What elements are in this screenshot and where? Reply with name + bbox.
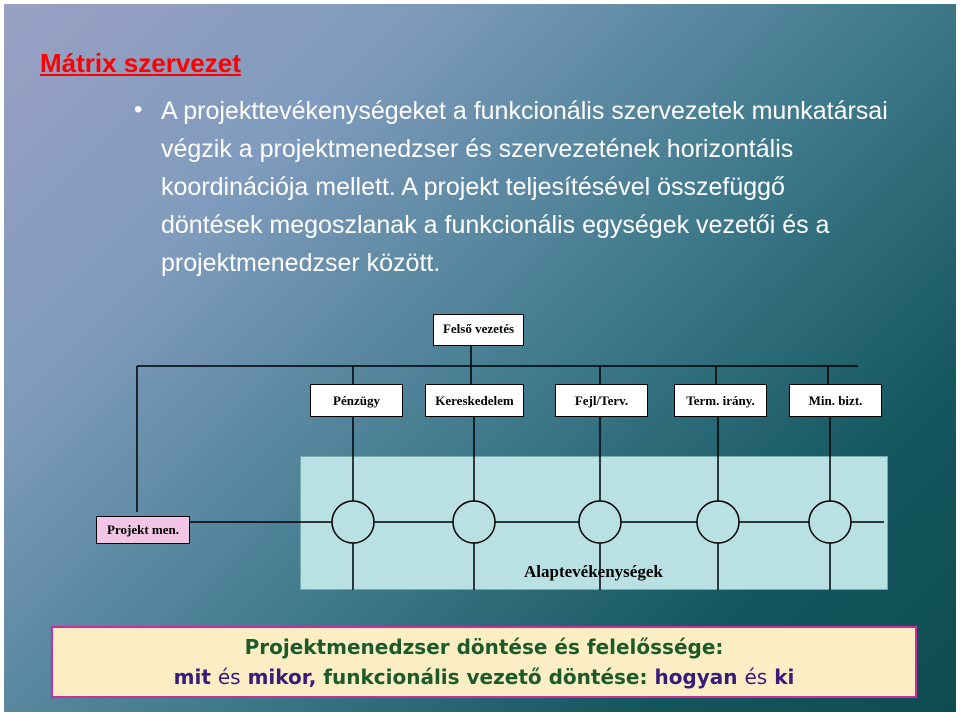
dept-box-finance: Pénzügy bbox=[310, 384, 403, 417]
slide-title: Mátrix szervezet bbox=[40, 48, 241, 78]
top-management-box: Felső vezetés bbox=[433, 314, 524, 346]
footer-ki: ki bbox=[774, 665, 795, 689]
bullet-text: A projekttevékenységeket a funkcionális szervezetek munkatársai végzik a projektmenedzser és szervezetének horizontális koordinációja mellett. A projekt teljesítésével összefüggő döntések megoszlanak a funkcionális egységek vezetői és a projektmenedzser között. bbox=[161, 97, 888, 277]
footer-mit: mit bbox=[173, 665, 211, 689]
intersection-node bbox=[579, 501, 621, 543]
footer-line-1: Projektmenedzser döntése és felelőssége: bbox=[244, 635, 724, 659]
core-activities-label: Alaptevékenységek bbox=[524, 562, 663, 581]
dept-box-quality: Min. bizt. bbox=[789, 384, 882, 417]
matrix-lines bbox=[4, 4, 956, 712]
intersection-node bbox=[809, 501, 851, 543]
intersection-node bbox=[453, 501, 495, 543]
bullet-marker: • bbox=[134, 96, 143, 123]
intersection-node bbox=[332, 501, 374, 543]
decision-summary-box bbox=[51, 626, 917, 698]
slide bbox=[4, 4, 956, 712]
dept-box-commerce: Kereskedelem bbox=[425, 384, 524, 417]
dept-box-development: Fejl/Terv. bbox=[555, 384, 648, 417]
project-manager-box: Projekt men. bbox=[96, 516, 190, 544]
dept-box-production: Term. irány. bbox=[674, 384, 767, 417]
footer-es-1: és bbox=[217, 665, 241, 689]
footer-line-2 bbox=[53, 662, 915, 692]
footer-es-2: és bbox=[744, 665, 768, 689]
footer-mikor: mikor, bbox=[247, 665, 317, 689]
footer-hogyan: hogyan bbox=[654, 665, 738, 689]
intersection-node bbox=[697, 501, 739, 543]
footer-mid: funkcionális vezető döntése: bbox=[323, 665, 648, 689]
